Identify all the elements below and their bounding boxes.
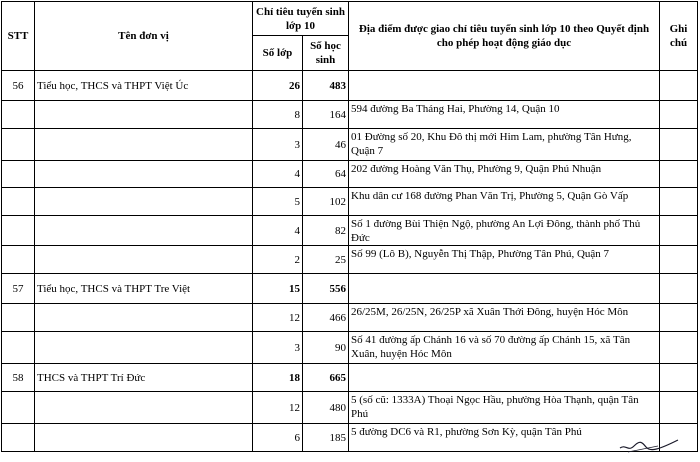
location-address: Khu dân cư 168 đường Phan Văn Trị, Phường 5, Quận Gò Vấp (349, 188, 660, 216)
location-row (2, 188, 698, 216)
location-address: 01 Đường số 20, Khu Đô thị mới Him Lam, phường Tân Hưng, Quận 7 (349, 129, 660, 161)
location-row (2, 216, 698, 246)
school-students: 483 (303, 71, 349, 101)
header-quota: Chỉ tiêu tuyển sinh lớp 10 (253, 2, 349, 36)
admissions-table (1, 1, 698, 452)
location-row (2, 246, 698, 274)
location-students: 25 (303, 246, 349, 274)
header-unit: Tên đơn vị (35, 2, 253, 71)
school-row (2, 364, 698, 392)
location-address: 26/25M, 26/25N, 26/25P xã Xuân Thới Đông, huyện Hóc Môn (349, 304, 660, 332)
header-location: Địa điểm được giao chỉ tiêu tuyển sinh lớp 10 theo Quyết định cho phép hoạt động giáo dục (349, 2, 660, 71)
location-row (2, 161, 698, 188)
school-name: THCS và THPT Trí Đức (35, 364, 253, 392)
location-classes: 2 (253, 246, 303, 274)
school-stt: 58 (2, 364, 35, 392)
location-address: Số 41 đường ấp Chánh 16 và số 70 đường ấp Chánh 15, xã Tân Xuân, huyện Hóc Môn (349, 332, 660, 364)
location-classes: 5 (253, 188, 303, 216)
location-students: 46 (303, 129, 349, 161)
header-students: Số học sinh (303, 36, 349, 71)
location-students: 82 (303, 216, 349, 246)
school-row (2, 274, 698, 304)
location-row (2, 304, 698, 332)
location-address: 5 (số cũ: 1333A) Thoại Ngọc Hầu, phường Hòa Thạnh, quận Tân Phú (349, 392, 660, 424)
location-address: 5 đường DC6 và R1, phường Sơn Kỳ, quận Tân Phú (349, 424, 660, 452)
location-classes: 6 (253, 424, 303, 452)
location-classes: 12 (253, 392, 303, 424)
location-address: 202 đường Hoàng Văn Thụ, Phường 9, Quận Phú Nhuận (349, 161, 660, 188)
location-students: 164 (303, 101, 349, 129)
location-students: 480 (303, 392, 349, 424)
location-students: 466 (303, 304, 349, 332)
location-students: 185 (303, 424, 349, 452)
location-classes: 3 (253, 129, 303, 161)
header-stt: STT (2, 2, 35, 71)
location-row (2, 424, 698, 452)
location-address: Số 99 (Lô B), Nguyễn Thị Thập, Phường Tân Phú, Quận 7 (349, 246, 660, 274)
school-name: Tiểu học, THCS và THPT Tre Việt (35, 274, 253, 304)
location-students: 64 (303, 161, 349, 188)
header-classes: Số lớp (253, 36, 303, 71)
school-students: 665 (303, 364, 349, 392)
location-row (2, 101, 698, 129)
school-stt: 56 (2, 71, 35, 101)
school-stt: 57 (2, 274, 35, 304)
location-classes: 3 (253, 332, 303, 364)
location-classes: 12 (253, 304, 303, 332)
school-classes: 15 (253, 274, 303, 304)
school-row (2, 71, 698, 101)
signature-mark (618, 434, 680, 458)
location-classes: 4 (253, 216, 303, 246)
school-name: Tiểu học, THCS và THPT Việt Úc (35, 71, 253, 101)
school-classes: 18 (253, 364, 303, 392)
location-students: 102 (303, 188, 349, 216)
location-row (2, 392, 698, 424)
location-students: 90 (303, 332, 349, 364)
location-classes: 8 (253, 101, 303, 129)
location-row (2, 129, 698, 161)
header-note: Ghi chú (660, 2, 698, 71)
location-address: 594 đường Ba Tháng Hai, Phường 14, Quận 10 (349, 101, 660, 129)
school-students: 556 (303, 274, 349, 304)
school-classes: 26 (253, 71, 303, 101)
location-row (2, 332, 698, 364)
location-classes: 4 (253, 161, 303, 188)
location-address: Số 1 đường Bùi Thiện Ngộ, phường An Lợi Đông, thành phố Thủ Đức (349, 216, 660, 246)
